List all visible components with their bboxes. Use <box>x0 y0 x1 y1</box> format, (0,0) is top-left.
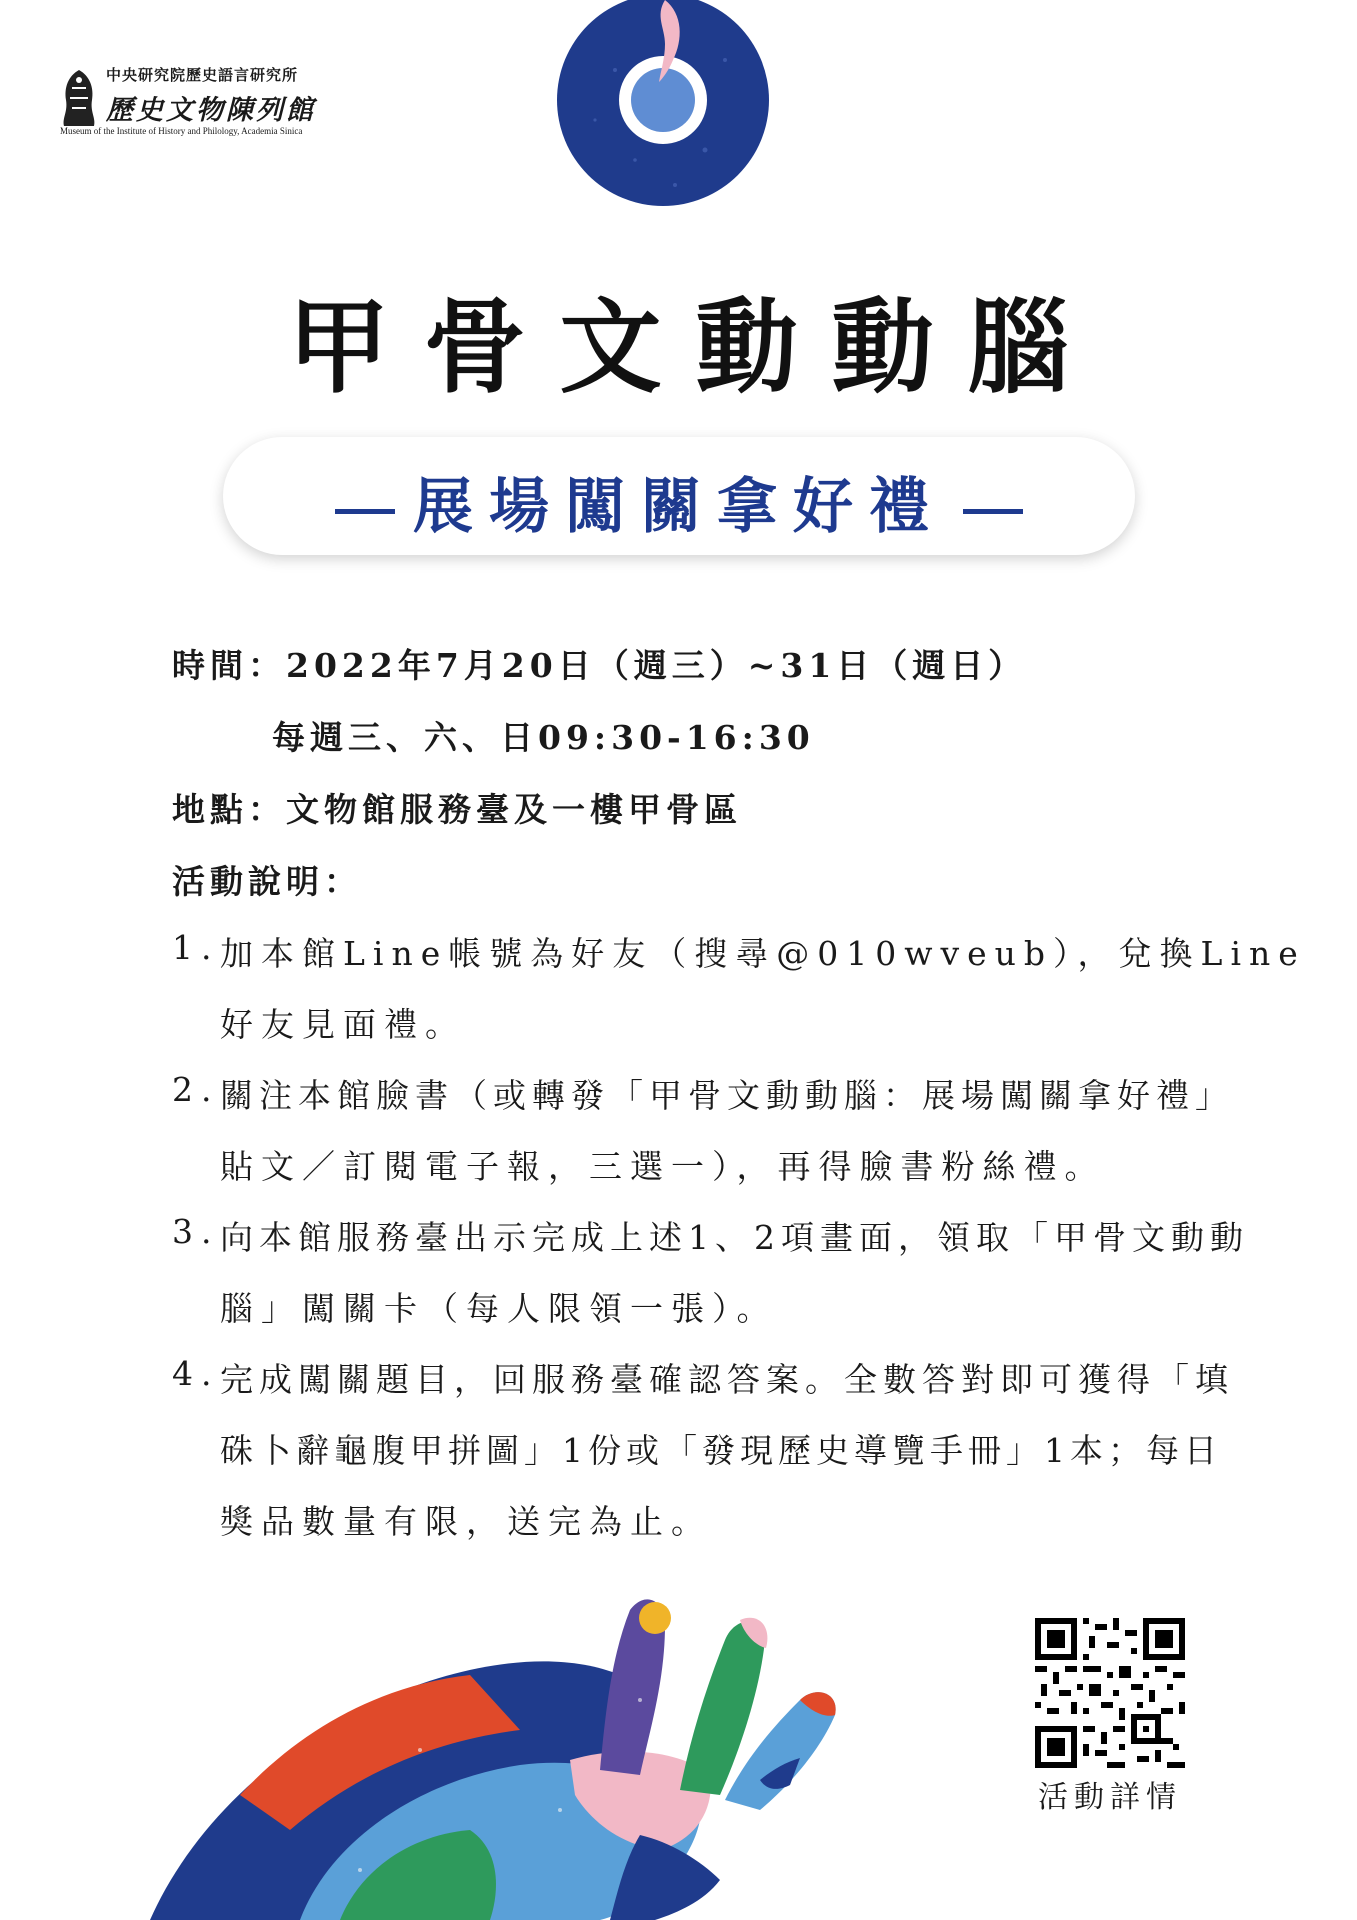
subtitle-row <box>223 459 1135 545</box>
item-4-line-3: 獎品數量有限，送完為止。 <box>220 1502 712 1541</box>
right-dash-icon <box>963 509 1023 514</box>
subtitle-banner <box>223 437 1135 555</box>
item-4-line-2: 硃卜辭龜腹甲拼圖」1份或「發現歷史導覽手冊」1本；每日 <box>220 1431 1222 1470</box>
item-1-line-2: 好友見面禮。 <box>220 1005 466 1044</box>
subtitle-text: 展場闖關拿好禮 <box>413 472 945 542</box>
colorful-hand-illustration <box>0 1580 860 1920</box>
item-2-line-1: 關注本館臉書（或轉發「甲骨文動動腦：展場闖關拿好禮」 <box>220 1076 1234 1115</box>
logo-english-name: Museum of the Institute of History and Philology, Academia Sinica <box>60 126 303 136</box>
qr-label: 活動詳情 <box>1038 1780 1182 1815</box>
item-1-number: 1. <box>172 928 220 967</box>
event-time: 時間：2022年7月20日（週三）~31日（週日） <box>172 646 1027 685</box>
qr-code[interactable] <box>1035 1618 1185 1768</box>
event-description-label: 活動說明： <box>172 862 362 901</box>
logo-institute-name: 中央研究院歷史語言研究所 <box>106 66 299 84</box>
item-3-line-1: 向本館服務臺出示完成上述1、2項畫面，領取「甲骨文動動 <box>220 1218 1249 1257</box>
item-3-number: 3. <box>172 1212 220 1251</box>
museum-emblem-icon <box>58 68 100 128</box>
oracle-eye-emblem-icon <box>555 0 773 208</box>
event-hours: 每週三、六、日09:30-16:30 <box>272 718 815 757</box>
item-2-number: 2. <box>172 1070 220 1109</box>
item-2-line-2: 貼文／訂閱電子報，三選一），再得臉書粉絲禮。 <box>220 1147 1106 1186</box>
museum-logo <box>58 64 358 144</box>
left-dash-icon <box>335 509 395 514</box>
item-3-line-2: 腦」闖關卡（每人限領一張）。 <box>220 1289 778 1328</box>
item-4-line-1: 完成闖關題目，回服務臺確認答案。全數答對即可獲得「填 <box>220 1360 1234 1399</box>
logo-museum-name: 歷史文物陳列館 <box>106 95 316 126</box>
event-place: 地點：文物館服務臺及一樓甲骨區 <box>172 790 742 829</box>
item-1-line-1: 加本館Line帳號為好友（搜尋@010wveub），兌換Line <box>220 934 1306 973</box>
page-title: 甲骨文動動腦 <box>287 288 1104 408</box>
item-4-number: 4. <box>172 1354 220 1393</box>
